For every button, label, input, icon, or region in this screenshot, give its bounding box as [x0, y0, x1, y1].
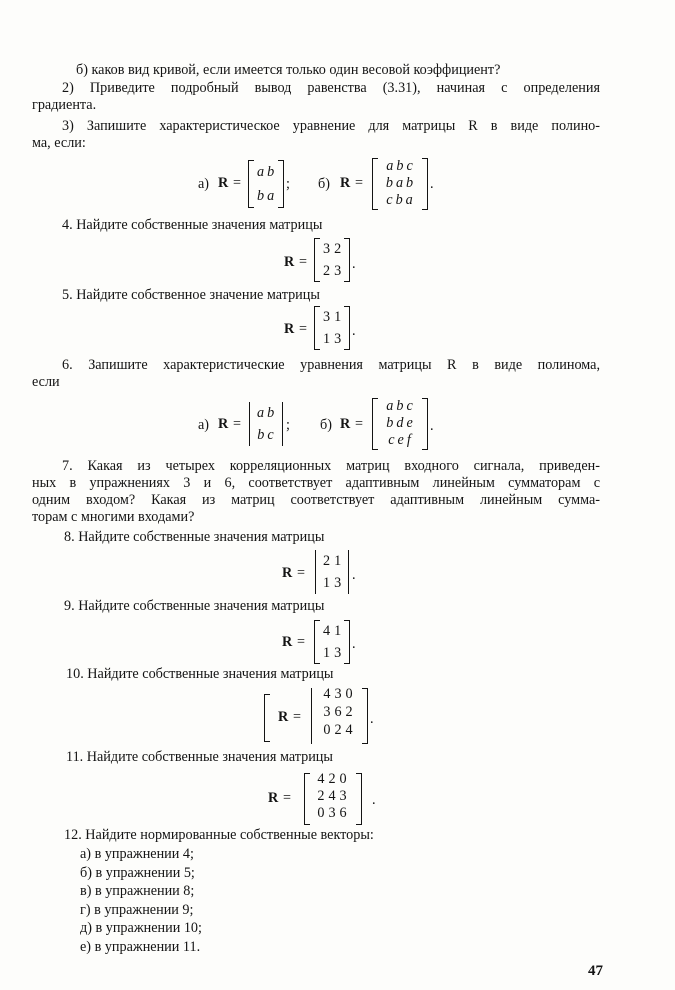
matrix-cell: 1: [334, 553, 344, 569]
q3-a-semicolon: ;: [286, 176, 290, 192]
matrix-cell: 2: [317, 788, 327, 804]
matrix-cell: a: [395, 175, 405, 191]
matrix-cell: c: [386, 192, 394, 208]
matrix-row: [322, 306, 342, 328]
matrix-cell: a: [267, 188, 276, 204]
matrix-q4: [314, 238, 350, 282]
matrix-row: [322, 620, 342, 642]
matrix-cell: 1: [323, 645, 333, 661]
question-6-line-1: 6. Запишите характеристические уравнения матрицы R в виде полинома,: [62, 357, 600, 373]
matrix-cell: b: [406, 175, 415, 191]
sublist-item: г) в упражнении 9;: [80, 901, 194, 918]
q4-period: .: [352, 256, 356, 272]
q3-a-equals: =: [233, 175, 242, 191]
q3-b-period: .: [430, 176, 434, 192]
question-12: 12. Найдите нормированные собственные векторы:: [64, 827, 374, 843]
matrix-cell: b: [267, 405, 276, 421]
question-10: 10. Найдите собственные значения матрицы: [66, 666, 334, 682]
matrix-row: [380, 158, 420, 175]
matrix-cell: 3: [323, 241, 333, 257]
sublist-item: б) в упражнении 5;: [80, 864, 195, 881]
sublist-item: д) в упражнении 10;: [80, 920, 202, 937]
matrix-cell: 4: [345, 722, 355, 738]
q9-equals: =: [297, 634, 306, 650]
question-7-line-4: торам с многими входами?: [32, 509, 195, 525]
matrix-q6-a: [248, 402, 284, 446]
q3-b-label: б): [318, 176, 330, 192]
matrix-cell: a: [386, 398, 395, 414]
matrix-row: [256, 160, 276, 184]
question-9: 9. Найдите собственные значения матрицы: [64, 598, 325, 614]
q11-R: R: [268, 790, 279, 806]
matrix-cell: 3: [334, 331, 344, 347]
matrix-row: [380, 415, 420, 432]
question-5: 5. Найдите собственное значение матрицы: [62, 287, 320, 303]
matrix-row: [322, 572, 342, 594]
q10-R: R: [278, 709, 289, 725]
matrix-q9: [314, 620, 350, 664]
matrix-cell: 4: [323, 686, 333, 702]
matrix-cell: 2: [328, 771, 338, 787]
matrix-cell: b: [257, 188, 266, 204]
sublist-item: а) в упражнении 4;: [80, 846, 194, 862]
matrix-row: [380, 192, 420, 209]
matrix-q5: [314, 306, 350, 350]
matrix-cell: 0: [317, 805, 327, 821]
q6-a-R: R: [218, 416, 229, 432]
matrix-cell: 1: [334, 623, 344, 639]
matrix-cell: 2: [323, 263, 333, 279]
q11-equals: =: [283, 790, 292, 806]
question-8: 8. Найдите собственные значения матрицы: [64, 529, 325, 545]
matrix-cell: 0: [345, 686, 355, 702]
q6-b-R: R: [340, 416, 351, 432]
matrix-cell: 1: [323, 575, 333, 591]
matrix-row: [256, 402, 276, 424]
q3-a-R: R: [218, 175, 229, 191]
matrix-cell: 2: [345, 704, 355, 720]
sublist-item: е) в упражнении 11.: [80, 938, 201, 955]
question-4: 4. Найдите собственные значения матрицы: [62, 217, 323, 233]
q8-R: R: [282, 565, 293, 581]
q10-equals: =: [293, 709, 302, 725]
matrix-cell: a: [257, 164, 266, 180]
matrix-cell: 3: [323, 309, 333, 325]
q5-equals: =: [299, 321, 308, 337]
matrix-cell: e: [406, 415, 414, 431]
matrix-row: [312, 771, 354, 788]
matrix-cell: 0: [339, 771, 349, 787]
matrix-q6-b: [372, 398, 428, 450]
matrix-q11: [304, 773, 362, 825]
matrix-row: [380, 432, 420, 449]
question-2-line-2: градиента.: [32, 97, 97, 113]
matrix-cell: b: [396, 158, 405, 174]
matrix-cell: 3: [328, 805, 338, 821]
question-7-line-3: одним входом? Какая из матриц соответствует адаптивным линейным сумма-: [32, 492, 600, 508]
question-7-line-1: 7. Какая из четырех корреляционных матриц входного сигнала, приведен-: [62, 458, 600, 474]
matrix-cell: e: [397, 432, 405, 448]
matrix-cell: 1: [334, 309, 344, 325]
matrix-cell: 3: [334, 645, 344, 661]
q6-b-label: б): [320, 417, 332, 433]
matrix-row: [318, 721, 360, 739]
matrix-cell: a: [386, 158, 395, 174]
q8-equals: =: [297, 565, 306, 581]
matrix-cell: b: [267, 164, 276, 180]
q6-b-equals: =: [355, 416, 364, 432]
matrix-cell: 4: [323, 623, 333, 639]
q6-b-period: .: [430, 418, 434, 434]
matrix-cell: f: [406, 432, 412, 448]
matrix-cell: b: [257, 427, 266, 443]
matrix-row: [322, 238, 342, 260]
q5-R: R: [284, 321, 295, 337]
matrix-row: [322, 550, 342, 572]
matrix-row: [322, 328, 342, 350]
q10-period: .: [370, 711, 374, 727]
matrix-row: [322, 642, 342, 664]
matrix-cell: 6: [334, 704, 344, 720]
matrix-cell: 6: [339, 805, 349, 821]
matrix-cell: 3: [334, 575, 344, 591]
q3-b-equals: =: [355, 175, 364, 191]
matrix-row: [312, 788, 354, 805]
matrix-row: [318, 685, 360, 703]
sublist-item: в) в упражнении 8;: [80, 883, 195, 900]
matrix-cell: b: [386, 415, 395, 431]
q3-b-R: R: [340, 175, 351, 191]
matrix-cell: b: [396, 398, 405, 414]
question-11: 11. Найдите собственные значения матрицы: [66, 749, 333, 765]
q8-period: .: [352, 567, 356, 583]
q9-period: .: [352, 636, 356, 652]
matrix-q10: [310, 688, 368, 744]
q6-a-label: а): [198, 417, 210, 433]
q3-a-label: а): [198, 176, 210, 192]
question-2b-line: б) каков вид кривой, если имеется только один весовой коэффициент?: [76, 62, 501, 78]
q11-period: .: [372, 792, 376, 808]
matrix-cell: 4: [328, 788, 338, 804]
matrix-cell: 0: [323, 722, 333, 738]
q10-outer-bracket: [264, 694, 270, 742]
q5-period: .: [352, 323, 356, 339]
matrix-cell: c: [267, 427, 275, 443]
q4-equals: =: [299, 254, 308, 270]
question-3-line-2: ма, если:: [32, 135, 86, 151]
matrix-cell: a: [257, 405, 266, 421]
matrix-cell: 2: [334, 722, 344, 738]
matrix-row: [318, 703, 360, 721]
question-2-line-1: 2) Приведите подробный вывод равенства (3.31), начиная с определения: [62, 80, 600, 96]
matrix-q3-a: [248, 160, 284, 208]
matrix-row: [380, 175, 420, 192]
matrix-q8: [314, 550, 350, 594]
matrix-cell: 1: [323, 331, 333, 347]
q9-R: R: [282, 634, 293, 650]
matrix-cell: c: [406, 398, 414, 414]
matrix-cell: 3: [334, 263, 344, 279]
matrix-row: [312, 805, 354, 822]
matrix-row: [380, 398, 420, 415]
matrix-row: [322, 260, 342, 282]
matrix-cell: d: [396, 415, 405, 431]
matrix-cell: 3: [339, 788, 349, 804]
matrix-cell: b: [385, 175, 394, 191]
page-number: 47: [588, 963, 603, 979]
matrix-cell: c: [388, 432, 396, 448]
question-6-line-2: если: [32, 374, 60, 390]
q6-a-semicolon: ;: [286, 417, 290, 433]
question-3-line-1: 3) Запишите характеристическое уравнение для матрицы R в виде полино-: [62, 118, 600, 134]
matrix-cell: b: [395, 192, 404, 208]
matrix-cell: 2: [334, 241, 344, 257]
matrix-row: [256, 424, 276, 446]
matrix-cell: 4: [317, 771, 327, 787]
matrix-q3-b: [372, 158, 428, 210]
matrix-cell: a: [405, 192, 414, 208]
matrix-cell: 3: [323, 704, 333, 720]
matrix-cell: c: [406, 158, 414, 174]
matrix-cell: 3: [334, 686, 344, 702]
q6-a-equals: =: [233, 416, 242, 432]
sublist: [80, 845, 202, 957]
matrix-cell: 2: [323, 553, 333, 569]
matrix-row: [256, 184, 276, 208]
q4-R: R: [284, 254, 295, 270]
question-7-line-2: ных в упражнениях 3 и 6, соответствует адаптивным линейным сумматорам с: [32, 475, 600, 491]
